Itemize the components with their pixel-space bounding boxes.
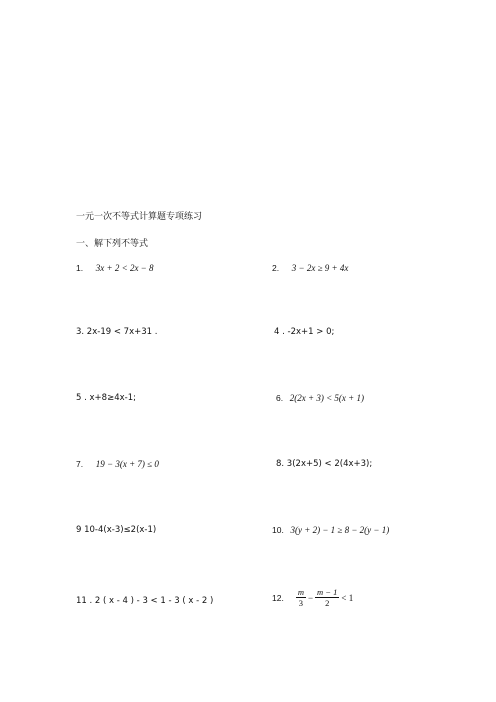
problem-12-fraction-1-denominator: 3: [298, 598, 304, 609]
problem-12-fraction-2-numerator: m − 1: [317, 587, 338, 597]
problem-3: 3. 2x-19 < 7x+31 .: [76, 327, 158, 337]
problem-12-minus: −: [307, 592, 314, 603]
problem-9: 9 10-4(x-3)≤2(x-1): [76, 525, 157, 535]
problem-4: 4 . -2x+1 > 0;: [274, 327, 335, 337]
problem-12-number: 12.: [272, 593, 284, 604]
problem-12-rhs: < 1: [341, 592, 354, 603]
problem-12-fraction-2-denominator: 2: [325, 598, 330, 609]
problem-10-expression: 3(y + 2) − 1 ≥ 8 − 2(y − 1): [290, 525, 390, 535]
problem-7-number: 7.: [76, 459, 84, 469]
problem-7-expression: 19 − 3(x + 7) ≤ 0: [95, 459, 159, 469]
problem-1-number: 1.: [76, 263, 84, 273]
problem-6-expression: 2(2x + 3) < 5(x + 1): [289, 393, 364, 403]
problem-7: [76, 460, 159, 470]
problem-2-expression: 3 − 2x ≥ 9 + 4x: [291, 263, 349, 273]
problem-1: [76, 264, 154, 274]
problem-12: [272, 588, 353, 609]
document-title: 一元一次不等式计算题专项练习: [76, 212, 203, 222]
problem-6-number: 6.: [276, 393, 284, 403]
problem-12-fraction-1: [296, 588, 306, 609]
problem-2-number: 2.: [272, 263, 280, 273]
problem-10-number: 10.: [272, 525, 284, 535]
problem-6: [276, 394, 364, 404]
problem-2: [272, 264, 348, 274]
problem-8: 8. 3(2x+5) < 2(4x+3);: [276, 459, 373, 469]
problem-11: 11 . 2 ( x - 4 ) - 3 < 1 - 3 ( x - 2 ): [76, 596, 214, 606]
section-heading: 一、解下列不等式: [76, 239, 149, 249]
problem-10: [272, 526, 389, 536]
problem-5: 5 . x+8≥4x-1;: [76, 393, 136, 403]
problem-12-fraction-2: [315, 588, 339, 609]
problem-1-expression: 3x + 2 < 2x − 8: [95, 263, 154, 273]
problem-12-fraction-1-numerator: m: [297, 587, 304, 597]
